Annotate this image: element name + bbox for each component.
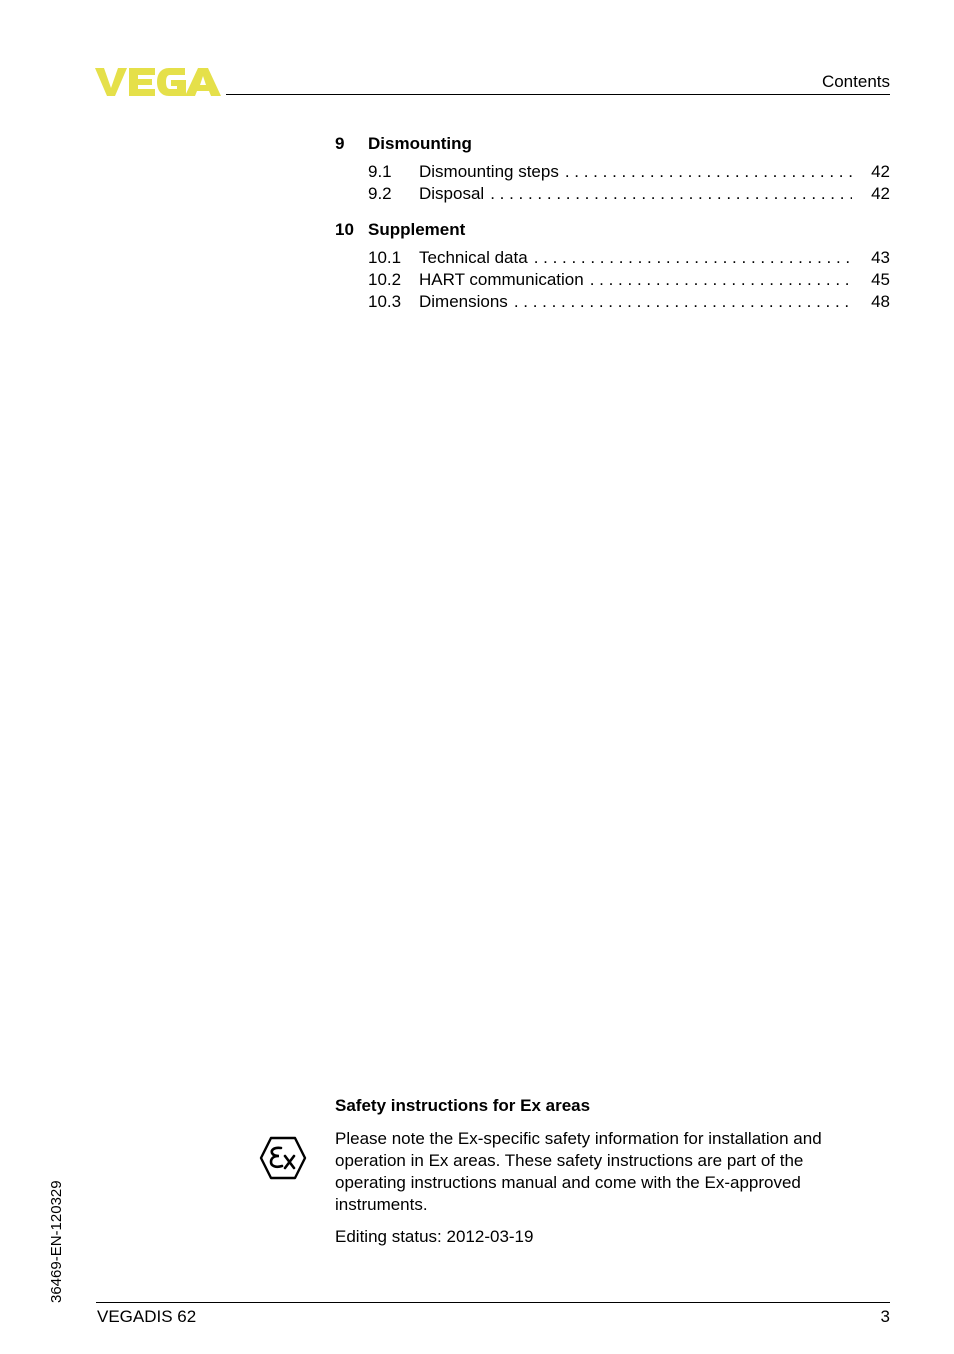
toc-entry-page: 45 bbox=[871, 270, 890, 289]
toc-entry[interactable] bbox=[335, 291, 890, 313]
table-of-contents bbox=[335, 133, 890, 327]
toc-entry-page: 43 bbox=[871, 248, 890, 267]
header-divider bbox=[226, 94, 890, 95]
dot-leader bbox=[565, 161, 852, 183]
toc-entry[interactable] bbox=[335, 247, 890, 269]
toc-entry-number: 10.1 bbox=[368, 248, 402, 267]
toc-entry-label: Technical data bbox=[419, 248, 528, 267]
toc-entry-number: 10.3 bbox=[368, 292, 402, 311]
document-code: 36469-EN-120329 bbox=[48, 1180, 65, 1303]
dot-leader bbox=[590, 269, 852, 291]
toc-entry-label: Dimensions bbox=[419, 292, 508, 311]
toc-entry[interactable] bbox=[335, 183, 890, 205]
toc-entry-number: 9.2 bbox=[368, 184, 392, 203]
toc-section-number: 9 bbox=[335, 134, 345, 153]
toc-entry-page: 42 bbox=[871, 184, 890, 203]
dot-leader bbox=[534, 247, 852, 269]
toc-entry-number: 10.2 bbox=[368, 270, 402, 289]
toc-section bbox=[335, 133, 890, 205]
toc-entry[interactable] bbox=[335, 269, 890, 291]
safety-text: Please note the Ex-specific safety information for installation and operation in Ex areas. These safety instructions are part of the operating instructions manual and come with the Ex-approved instruments. bbox=[335, 1129, 822, 1214]
toc-entry-label: Disposal bbox=[419, 184, 485, 203]
toc-section-title: Supplement bbox=[368, 220, 466, 239]
toc-entry[interactable] bbox=[335, 161, 890, 183]
toc-section-title: Dismounting bbox=[368, 134, 472, 153]
toc-section-number: 10 bbox=[335, 220, 354, 239]
toc-section-heading[interactable] bbox=[335, 219, 890, 241]
dot-leader bbox=[490, 183, 852, 205]
dot-leader bbox=[514, 291, 852, 313]
toc-section-heading[interactable] bbox=[335, 133, 890, 155]
toc-entry-page: 48 bbox=[871, 292, 890, 311]
toc-entry-number: 9.1 bbox=[368, 162, 392, 181]
vega-logo bbox=[95, 66, 221, 98]
editing-status: Editing status: 2012-03-19 bbox=[335, 1227, 534, 1246]
ex-icon bbox=[259, 1136, 307, 1180]
safety-heading: Safety instructions for Ex areas bbox=[335, 1096, 591, 1115]
footer-divider bbox=[96, 1302, 890, 1303]
toc-entry-page: 42 bbox=[871, 162, 890, 181]
footer-product-name: VEGADIS 62 bbox=[97, 1307, 197, 1326]
toc-entry-label: HART communication bbox=[419, 270, 584, 289]
page-number: 3 bbox=[880, 1307, 890, 1326]
toc-entry-label: Dismounting steps bbox=[419, 162, 559, 181]
header-title: Contents bbox=[821, 72, 890, 91]
toc-section bbox=[335, 219, 890, 313]
